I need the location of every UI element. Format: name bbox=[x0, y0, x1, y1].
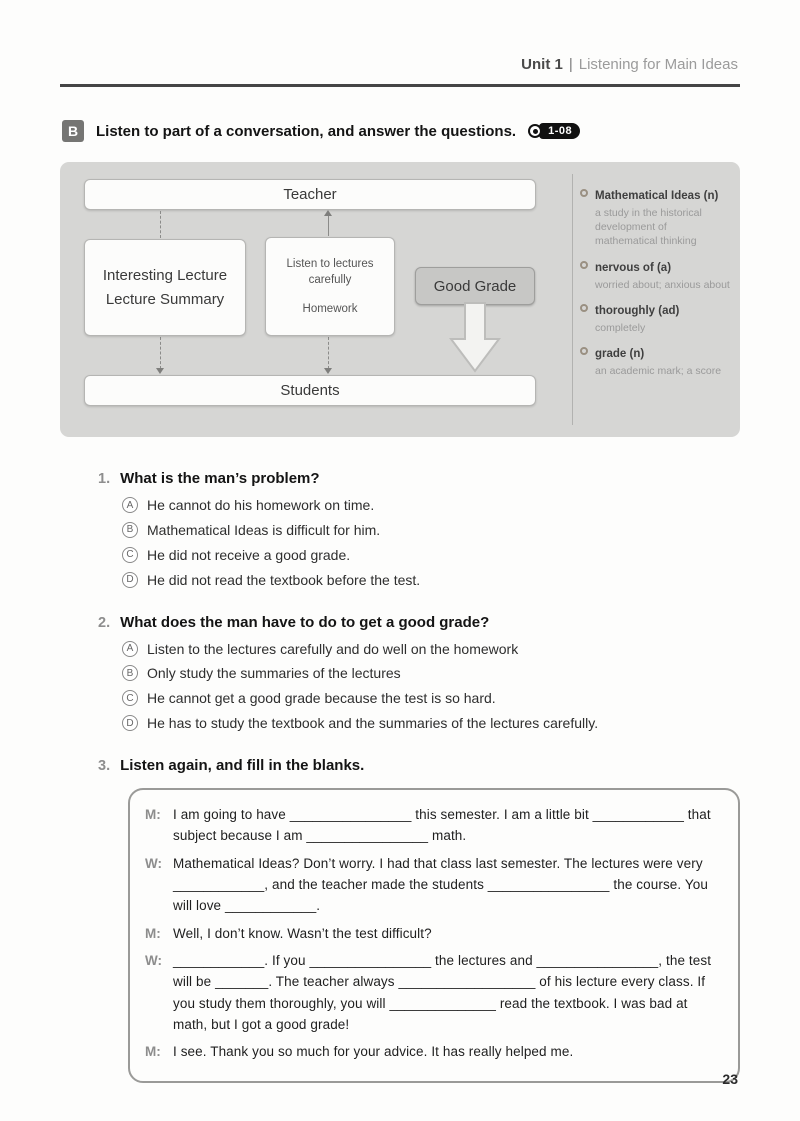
question-1 bbox=[98, 470, 746, 590]
speaker-label: M: bbox=[145, 925, 161, 941]
bullet-ring-icon bbox=[580, 189, 588, 197]
option-letter-circle: B bbox=[122, 522, 138, 538]
vocab-definition: completely bbox=[595, 321, 646, 334]
question-2-heading bbox=[98, 614, 746, 631]
option-letter-circle: C bbox=[122, 547, 138, 563]
option-text: He did not read the textbook before the test. bbox=[147, 571, 421, 588]
question-3 bbox=[98, 757, 746, 1083]
audio-track-number: 1-08 bbox=[539, 123, 580, 139]
listen-box-line2: carefully bbox=[308, 273, 352, 286]
question-1-options bbox=[122, 496, 746, 590]
audio-track-indicator bbox=[528, 123, 580, 139]
down-arrowhead-middle-icon bbox=[324, 368, 332, 374]
bullet-ring-icon bbox=[580, 261, 588, 269]
vocab-item bbox=[580, 258, 732, 292]
option-text: He has to study the textbook and the summaries of the lectures carefully. bbox=[147, 715, 599, 732]
question-3-heading bbox=[98, 757, 746, 774]
vocab-definition: worried about; anxious about bbox=[595, 278, 730, 291]
up-arrow-icon bbox=[324, 210, 332, 216]
question-number: 1. bbox=[98, 471, 111, 487]
option-text: Listen to the lectures carefully and do well on the homework bbox=[147, 640, 519, 657]
unit-label: Unit 1 bbox=[521, 56, 563, 73]
section-b-badge: B bbox=[62, 120, 84, 142]
answer-option-c bbox=[122, 689, 746, 708]
diagram-teacher-box: Teacher bbox=[84, 179, 536, 210]
option-text: Mathematical Ideas is difficult for him. bbox=[147, 521, 381, 538]
answer-option-d bbox=[122, 571, 746, 590]
option-text: He did not receive a good grade. bbox=[147, 546, 351, 563]
option-letter-circle: C bbox=[122, 690, 138, 706]
lecture-box-line1: Interesting Lecture bbox=[102, 267, 228, 285]
bullet-ring-icon bbox=[580, 304, 588, 312]
speaker-label: M: bbox=[145, 1044, 161, 1060]
option-letter-circle: D bbox=[122, 572, 138, 588]
lecture-box-line2: Lecture Summary bbox=[105, 290, 225, 308]
question-number: 3. bbox=[98, 758, 111, 775]
header-subtitle: Listening for Main Ideas bbox=[578, 56, 738, 73]
vocab-definition: a study in the historical development of mathematical thinking bbox=[595, 207, 702, 248]
question-text: What does the man have to do to get a good grade? bbox=[120, 613, 490, 631]
speaker-label: W: bbox=[145, 953, 162, 969]
answer-option-b bbox=[122, 521, 746, 540]
vocab-item bbox=[580, 186, 732, 249]
option-text: Only study the summaries of the lectures bbox=[147, 665, 401, 682]
diagram-lecture-box bbox=[84, 239, 246, 336]
dialogue-text: I see. Thank you so much for your advice. It has really helped me. bbox=[173, 1044, 574, 1060]
question-2 bbox=[98, 614, 746, 734]
dialogue-text: Well, I don’t know. Wasn’t the test difficult? bbox=[173, 925, 432, 941]
vocab-term: nervous of (a) bbox=[595, 261, 672, 274]
vocab-term: Mathematical Ideas (n) bbox=[595, 190, 719, 202]
answer-option-a bbox=[122, 496, 746, 515]
header-rule bbox=[60, 84, 740, 87]
dialogue-turn bbox=[145, 804, 722, 847]
fill-in-blanks-dialogue-box bbox=[128, 788, 740, 1083]
big-down-arrow-icon bbox=[447, 302, 503, 374]
audio-disc-icon bbox=[528, 124, 542, 138]
question-text: What is the man’s problem? bbox=[120, 470, 320, 487]
questions-section bbox=[98, 470, 746, 1107]
question-1-heading bbox=[98, 470, 746, 487]
answer-option-d bbox=[122, 714, 746, 733]
speaker-label: W: bbox=[145, 855, 162, 871]
dialogue-turn bbox=[145, 853, 722, 917]
dialogue-turn bbox=[145, 923, 722, 944]
dialogue-text: ____________. If you ________________ the lectures and ________________, the test will be _______. The teacher always __________________ of his lecture every class. If you study them thoroughly, you will ______________ read the textbook. I was bad at math, but I got a good grade! bbox=[173, 953, 712, 1033]
question-2-options bbox=[122, 640, 746, 734]
diagram-listen-box bbox=[265, 237, 395, 336]
page-number: 23 bbox=[722, 1071, 738, 1087]
section-instruction: Listen to part of a conversation, and answer the questions. bbox=[96, 122, 517, 140]
vocab-term: grade (n) bbox=[595, 347, 645, 360]
vocabulary-list bbox=[580, 186, 732, 387]
connector-middle-to-teacher bbox=[328, 214, 329, 236]
question-text: Listen again, and fill in the blanks. bbox=[120, 757, 365, 775]
vocab-item bbox=[580, 301, 732, 335]
dialogue-turn bbox=[145, 950, 722, 1035]
dialogue-text: Mathematical Ideas? Don’t worry. I had that class last semester. The lectures were very ____________, and the teacher made the students ________________ the course. You will love ____________. bbox=[173, 855, 708, 914]
answer-option-b bbox=[122, 664, 746, 683]
speaker-label: M: bbox=[145, 807, 161, 823]
section-b-heading bbox=[62, 120, 580, 142]
connector-teacher-to-left bbox=[160, 211, 161, 238]
listen-box-line3: Homework bbox=[302, 303, 358, 316]
dialogue-turn bbox=[145, 1041, 722, 1062]
option-letter-circle: B bbox=[122, 665, 138, 681]
vocab-divider bbox=[572, 174, 573, 425]
concept-diagram bbox=[60, 162, 740, 437]
bullet-ring-icon bbox=[580, 347, 588, 355]
option-text: He cannot do his homework on time. bbox=[147, 497, 375, 513]
diagram-students-box: Students bbox=[84, 375, 536, 406]
listen-box-line1: Listen to lectures bbox=[286, 257, 374, 270]
option-text: He cannot get a good grade because the test is so hard. bbox=[147, 690, 496, 707]
question-number: 2. bbox=[98, 614, 111, 631]
answer-option-a bbox=[122, 640, 746, 659]
vocab-definition: an academic mark; a score bbox=[595, 364, 722, 377]
page-header bbox=[521, 56, 738, 73]
answer-option-c bbox=[122, 546, 746, 565]
option-letter-circle: A bbox=[122, 497, 138, 513]
connector-left-to-students bbox=[160, 337, 161, 369]
option-letter-circle: A bbox=[122, 641, 138, 657]
header-separator: | bbox=[568, 56, 573, 73]
vocab-item bbox=[580, 344, 732, 378]
vocab-term: thoroughly (ad) bbox=[595, 304, 680, 317]
connector-middle-to-students bbox=[328, 337, 329, 369]
dialogue-text: I am going to have ________________ this semester. I am a little bit ____________ that subject because I am ________________ math. bbox=[173, 807, 711, 844]
down-arrowhead-left-icon bbox=[156, 368, 164, 374]
option-letter-circle: D bbox=[122, 715, 138, 731]
audio-disc-dot bbox=[533, 129, 538, 134]
diagram-good-grade-box: Good Grade bbox=[415, 267, 535, 305]
